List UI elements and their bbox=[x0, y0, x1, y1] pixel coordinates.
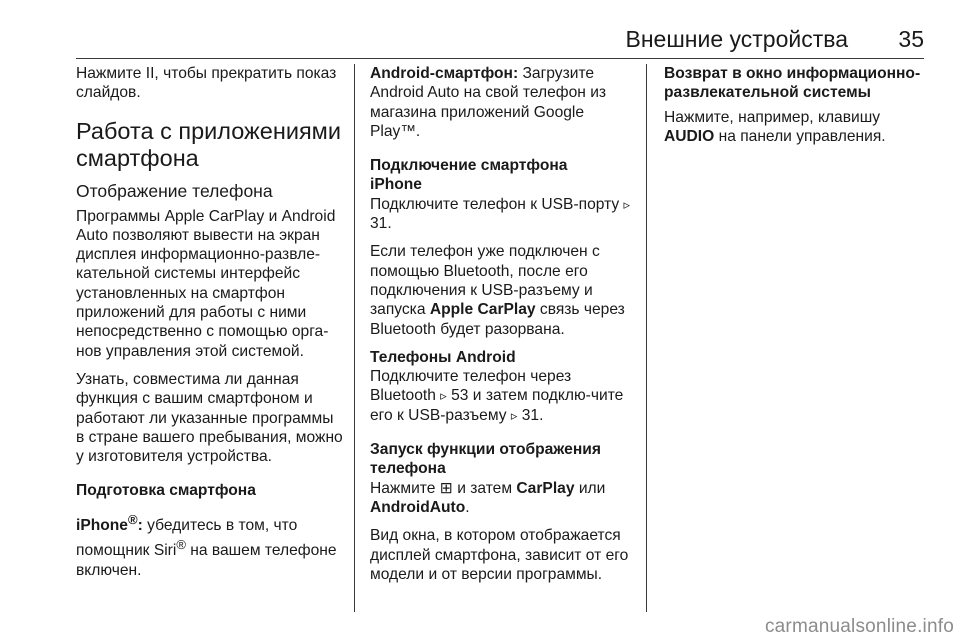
subheading: Подготовка смартфона bbox=[76, 482, 256, 500]
paragraph bbox=[370, 64, 632, 141]
text: и затем bbox=[452, 479, 517, 497]
page-reference[interactable]: 31. bbox=[521, 406, 544, 424]
subheading: Возврат в окно информационно-развлекательной системы bbox=[664, 65, 921, 102]
watermark: carmanualsonline.info bbox=[764, 616, 954, 637]
label-androidauto: AndroidAuto bbox=[370, 498, 466, 516]
label-colon: : bbox=[137, 516, 143, 534]
paragraph: Вид окна, в котором отображается дисплей смартфона, зависит от его модели и от версии программы. bbox=[370, 527, 629, 583]
paragraph bbox=[370, 195, 632, 234]
subheading: Запуск функции отображения телефона bbox=[370, 441, 601, 478]
subsection-title: Отображение телефона bbox=[76, 180, 273, 201]
column-2 bbox=[370, 64, 632, 584]
text: . bbox=[465, 498, 470, 516]
page-reference[interactable]: 31. bbox=[370, 215, 392, 233]
page-number: 35 bbox=[898, 26, 924, 52]
text: связь через Bluetooth будет разорвана. bbox=[370, 301, 625, 338]
section-title: Работа с приложениями смартфона bbox=[76, 117, 341, 171]
paragraph bbox=[370, 367, 632, 425]
paragraph bbox=[370, 242, 632, 338]
page-reference-icon: ▹ bbox=[510, 407, 518, 423]
label-carplay: CarPlay bbox=[516, 479, 575, 497]
column-1 bbox=[76, 64, 346, 580]
text: убедитесь в том, что помощник Siri bbox=[76, 516, 298, 560]
label-android: Android-смартфон: bbox=[370, 65, 519, 82]
text: Нажмите, например, клавишу bbox=[664, 108, 881, 126]
column-divider bbox=[354, 64, 355, 612]
paragraph bbox=[76, 510, 346, 580]
text: Нажмите bbox=[370, 479, 440, 497]
text: на панели управления. bbox=[714, 127, 886, 145]
subheading: iPhone bbox=[370, 176, 422, 194]
intro-text: Нажмите II, чтобы прекратить показ слайдов. bbox=[76, 65, 337, 102]
grid-icon: ⊞ bbox=[439, 479, 453, 497]
label-apple-carplay: Apple CarPlay bbox=[429, 301, 536, 319]
paragraph: Программы Apple CarPlay и Android Auto позволяют вывести на экран дисплея информационно-развле-кательной системы интерфейс установленных на смартфон приложений для работы с ними непосредственно с помощью орга-нов управления этой системой. bbox=[76, 207, 336, 360]
text: Подключите телефон через Bluetooth bbox=[370, 368, 572, 405]
page-reference-icon: ▹ bbox=[440, 388, 447, 404]
paragraph bbox=[664, 108, 926, 147]
paragraph: Узнать, совместима ли данная функция с вашим смартфоном и работают ли указанные программы в стране вашего пребывания, можно у изготовителя устройства. bbox=[76, 370, 343, 466]
column-3 bbox=[664, 64, 926, 146]
header-title: Внешние устройства bbox=[625, 26, 848, 52]
paragraph bbox=[370, 479, 632, 518]
column-divider bbox=[646, 64, 647, 612]
text: Загрузите Android Auto на свой телефон из магазина приложений Google Play™. bbox=[370, 65, 607, 140]
registered-mark: ® bbox=[176, 537, 186, 553]
text: Подключите телефон к USB-порту bbox=[370, 195, 620, 213]
label-audio: AUDIO bbox=[664, 127, 715, 145]
page-reference[interactable]: 53 и затем подклю-чите его к USB-разъему bbox=[370, 387, 624, 424]
registered-mark: ® bbox=[127, 511, 138, 527]
subheading: Подключение смартфона bbox=[370, 157, 568, 175]
text: Если телефон уже подключен с помощью Bluetooth, после его подключения к USB-разъему и запуска bbox=[370, 243, 600, 319]
page-header bbox=[76, 24, 924, 59]
page-reference-icon: ▹ bbox=[623, 196, 631, 212]
text: или bbox=[574, 479, 606, 497]
label-iphone: iPhone bbox=[76, 516, 128, 534]
text: на вашем телефоне включен. bbox=[76, 542, 337, 579]
subheading: Телефоны Android bbox=[370, 348, 516, 366]
